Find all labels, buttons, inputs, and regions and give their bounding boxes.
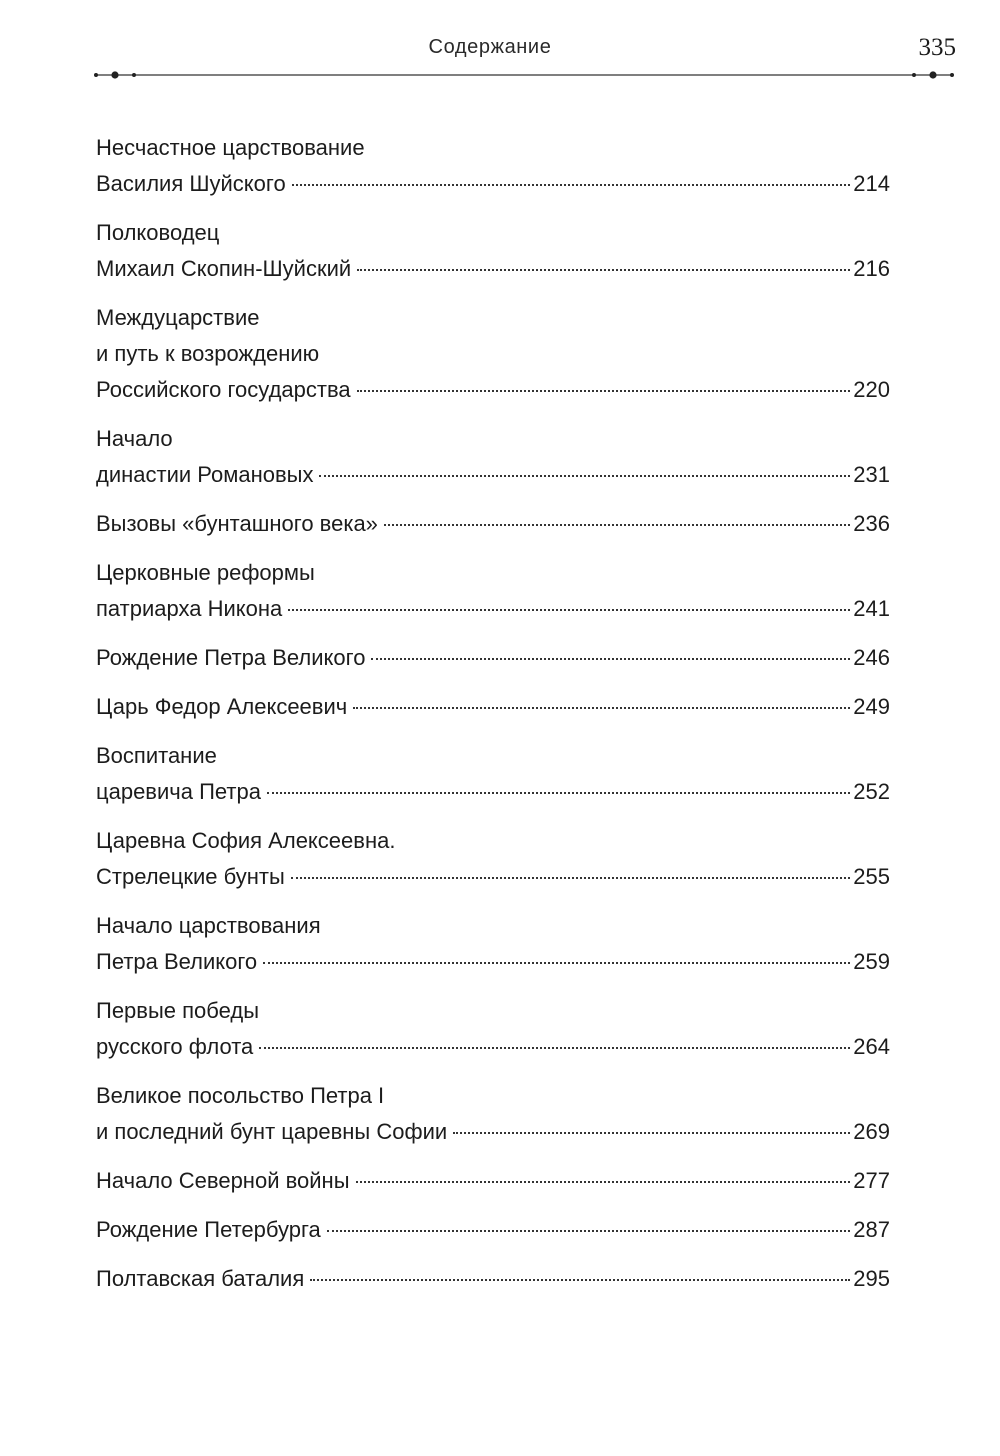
toc-page-number: 216	[853, 256, 890, 281]
toc-page-number: 214	[853, 171, 890, 196]
toc-entry-line: Полководец	[96, 220, 220, 245]
toc-entry-title: Рождение Петербурга	[96, 1217, 321, 1242]
toc-page-number: 259	[853, 949, 890, 974]
toc-entry-title: Начало Северной войны	[96, 1168, 350, 1193]
toc-page-number: 246	[853, 645, 890, 670]
toc-entry	[96, 215, 890, 287]
toc-entry-line	[96, 859, 890, 895]
toc-entry-title: Рождение Петра Великого	[96, 645, 366, 670]
toc-entry	[96, 1163, 890, 1199]
toc-entry-title: династии Романовых	[96, 462, 314, 487]
dot-leader	[357, 390, 851, 392]
toc-entry-title: русского флота	[96, 1034, 254, 1059]
dot-leader	[357, 269, 850, 271]
toc-entry	[96, 640, 890, 676]
dot-leader	[353, 707, 850, 709]
toc-entry-line: Царевна София Алексеевна.	[96, 828, 396, 853]
toc-page-number: 241	[853, 596, 890, 621]
toc-entry-line	[96, 640, 890, 676]
toc-entry-line	[96, 166, 890, 202]
toc-entry-line	[96, 1212, 890, 1248]
toc-entry-line	[96, 1114, 890, 1150]
toc-page-number: 252	[853, 779, 890, 804]
toc-entry-line: Воспитание	[96, 743, 217, 768]
toc-page-number: 220	[853, 377, 890, 402]
toc-entry-title: Царь Федор Алексеевич	[96, 694, 348, 719]
toc-entry-line: Междуцарствие	[96, 305, 260, 330]
toc-page-number: 249	[853, 694, 890, 719]
toc-entry-line: Великое посольство Петра I	[96, 1083, 385, 1108]
toc-entry-line: Начало	[96, 426, 173, 451]
toc-entry	[96, 506, 890, 542]
toc-page-number: 236	[853, 511, 890, 536]
dot-leader	[263, 962, 850, 964]
toc-entry-line: и путь к возрождению	[96, 341, 320, 366]
table-of-contents	[96, 130, 890, 1310]
dot-leader	[356, 1181, 851, 1183]
toc-entry-line: Начало царствования	[96, 913, 321, 938]
toc-entry-line: Церковные реформы	[96, 560, 315, 585]
toc-entry	[96, 993, 890, 1065]
dot-leader	[453, 1132, 850, 1134]
running-header	[0, 36, 1000, 66]
toc-entry-title: Петра Великого	[96, 949, 258, 974]
toc-entry-line	[96, 689, 890, 725]
toc-entry	[96, 738, 890, 810]
toc-page-number: 269	[853, 1119, 890, 1144]
toc-entry-title: царевича Петра	[96, 779, 261, 804]
toc-entry-line	[96, 591, 890, 627]
toc-entry	[96, 823, 890, 895]
toc-entry-line	[96, 1261, 890, 1297]
toc-entry-title: Российского государства	[96, 377, 351, 402]
toc-entry	[96, 555, 890, 627]
toc-entry-line	[96, 372, 890, 408]
toc-entry-line	[96, 774, 890, 810]
toc-entry-line	[96, 1163, 890, 1199]
toc-entry-line: Несчастное царствование	[96, 135, 365, 160]
toc-entry-title: Михаил Скопин-Шуйский	[96, 256, 352, 281]
toc-entry	[96, 1212, 890, 1248]
toc-entry-title: Василия Шуйского	[96, 171, 286, 196]
dot-leader	[288, 609, 850, 611]
dot-leader	[327, 1230, 851, 1232]
toc-entry-title: Стрелецкие бунты	[96, 864, 285, 889]
toc-entry	[96, 689, 890, 725]
toc-entry-line	[96, 506, 890, 542]
toc-entry-title: Вызовы «бунташного века»	[96, 511, 378, 536]
toc-entry	[96, 1261, 890, 1297]
toc-entry	[96, 300, 890, 408]
toc-page-number: 255	[853, 864, 890, 889]
page-number: 335	[918, 34, 956, 61]
toc-page-number: 287	[853, 1217, 890, 1242]
toc-entry-line	[96, 251, 890, 287]
toc-entry-line: Первые победы	[96, 998, 260, 1023]
toc-entry	[96, 908, 890, 980]
dot-leader	[292, 184, 851, 186]
ornamental-rule-icon	[0, 64, 1000, 86]
toc-entry	[96, 1078, 890, 1150]
toc-entry-line	[96, 1029, 890, 1065]
dot-leader	[371, 658, 850, 660]
toc-entry-title: и последний бунт царевны Софии	[96, 1119, 448, 1144]
dot-leader	[267, 792, 850, 794]
toc-page-number: 264	[853, 1034, 890, 1059]
dot-leader	[310, 1279, 850, 1281]
toc-entry	[96, 130, 890, 202]
dot-leader	[319, 475, 850, 477]
toc-page-number: 295	[853, 1266, 890, 1291]
toc-entry-title: патриарха Никона	[96, 596, 283, 621]
toc-entry-title: Полтавская баталия	[96, 1266, 305, 1291]
toc-page-number: 231	[853, 462, 890, 487]
toc-entry	[96, 421, 890, 493]
toc-entry-line	[96, 457, 890, 493]
header-rule	[0, 64, 1000, 86]
toc-page-number: 277	[853, 1168, 890, 1193]
dot-leader	[384, 524, 850, 526]
dot-leader	[291, 877, 850, 879]
dot-leader	[259, 1047, 850, 1049]
toc-entry-line	[96, 944, 890, 980]
header-title: Содержание	[428, 36, 552, 58]
